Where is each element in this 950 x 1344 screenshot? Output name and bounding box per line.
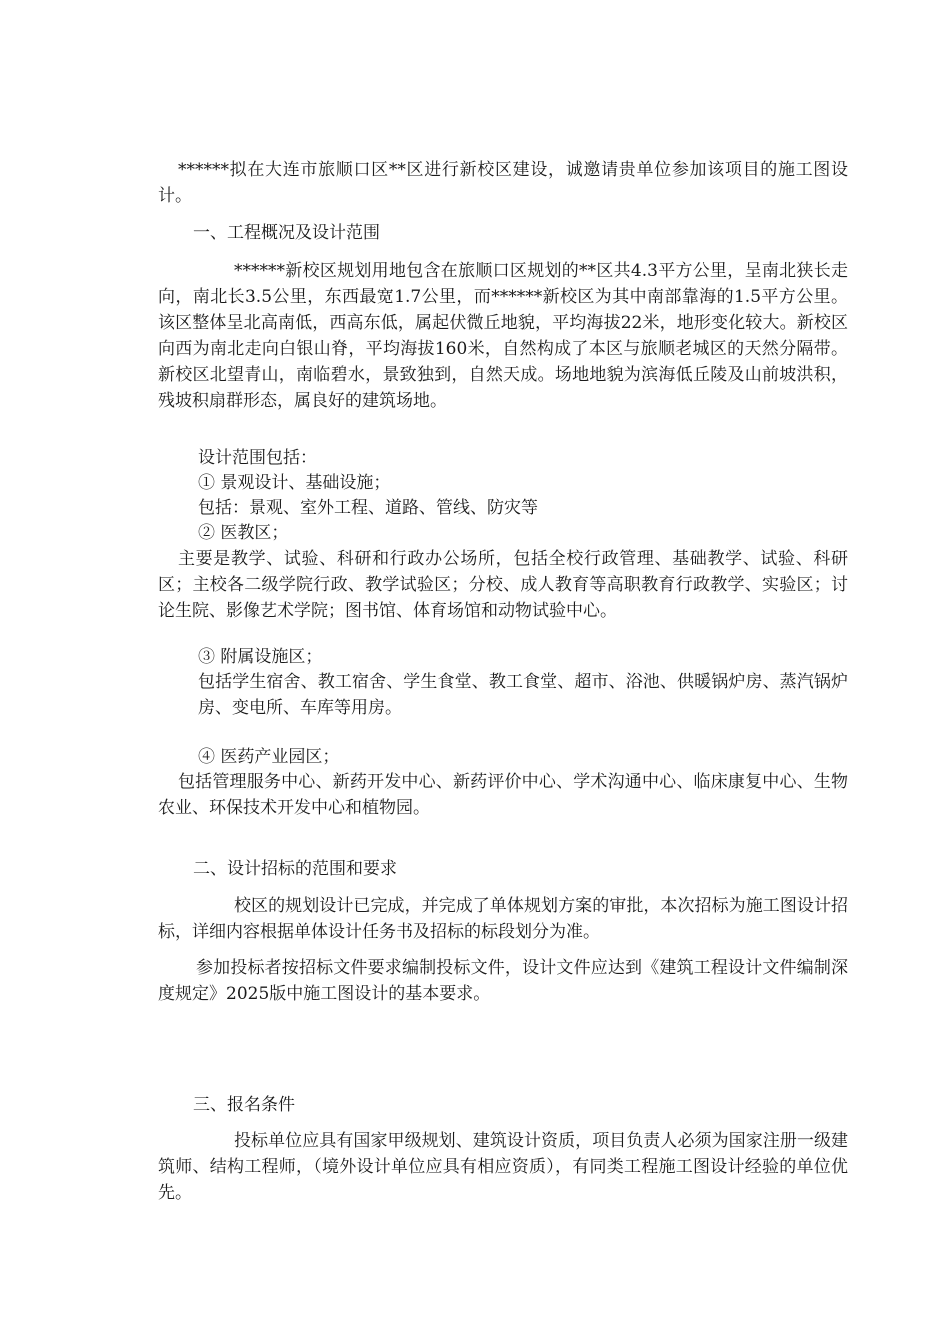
- section2-heading: 二、设计招标的范围和要求: [193, 859, 397, 879]
- item1-desc: 包括：景观、室外工程、道路、管线、防灾等: [198, 498, 538, 518]
- item2-desc: 主要是教学、试验、科研和行政办公场所，包括全校行政管理、基础教学、试验、科研区；主校各二级学院行政、教学试验区；分校、成人教育等高职教育行政教学、实验区；讨论生院、影像艺术学院；图书馆、体育场馆和动物试验中心。: [158, 549, 848, 621]
- section1-heading: 一、工程概况及设计范围: [193, 223, 380, 243]
- scope-intro: 设计范围包括：: [198, 448, 317, 468]
- overview-paragraph: ******新校区规划用地包含在旅顺口区规划的**区共4.3平方公里，呈南北狭长走向，南北长3.5公里，东西最宽1.7公里，而******新校区为其中南部靠海的1.5平方公里。该区整体呈北高南低，西高东低，属起伏微丘地貌，平均海拔22米，地形变化较大。新校区向西为南北走向白银山脊，平均海拔160米，自然构成了本区与旅顺老城区的天然分隔带。新校区北望青山，南临碧水，景致独到，自然天成。场地地貌为滨海低丘陵及山前坡洪积，残坡积扇群形态，属良好的建筑场地。: [158, 261, 848, 411]
- item4-title: ④ 医药产业园区；: [198, 747, 340, 767]
- item4-desc: 包括管理服务中心、新药开发中心、新药评价中心、学术沟通中心、临床康复中心、生物农业、环保技术开发中心和植物园。: [158, 772, 848, 818]
- section3-heading: 三、报名条件: [193, 1095, 295, 1115]
- item2-title: ② 医教区；: [198, 523, 289, 543]
- section2-para1: 校区的规划设计已完成，并完成了单体规划方案的审批，本次招标为施工图设计招标，详细内容根据单体设计任务书及招标的标段划分为准。: [158, 896, 848, 942]
- intro-paragraph: ******拟在大连市旅顺口区**区进行新校区建设，诚邀请贵单位参加该项目的施工图设计。: [158, 160, 848, 206]
- item3-title: ③ 附属设施区；: [198, 647, 323, 667]
- item3-desc: 包括学生宿舍、教工宿舍、学生食堂、教工食堂、超市、浴池、供暖锅炉房、蒸汽锅炉房、变电所、车库等用房。: [198, 672, 848, 718]
- section3-para1: 投标单位应具有国家甲级规划、建筑设计资质，项目负责人必须为国家注册一级建筑师、结构工程师，（境外设计单位应具有相应资质），有同类工程施工图设计经验的单位优先。: [158, 1131, 848, 1203]
- item1-title: ① 景观设计、基础设施；: [198, 473, 391, 493]
- section2-para2: 参加投标者按招标文件要求编制投标文件，设计文件应达到《建筑工程设计文件编制深度规定》2025版中施工图设计的基本要求。: [158, 958, 848, 1004]
